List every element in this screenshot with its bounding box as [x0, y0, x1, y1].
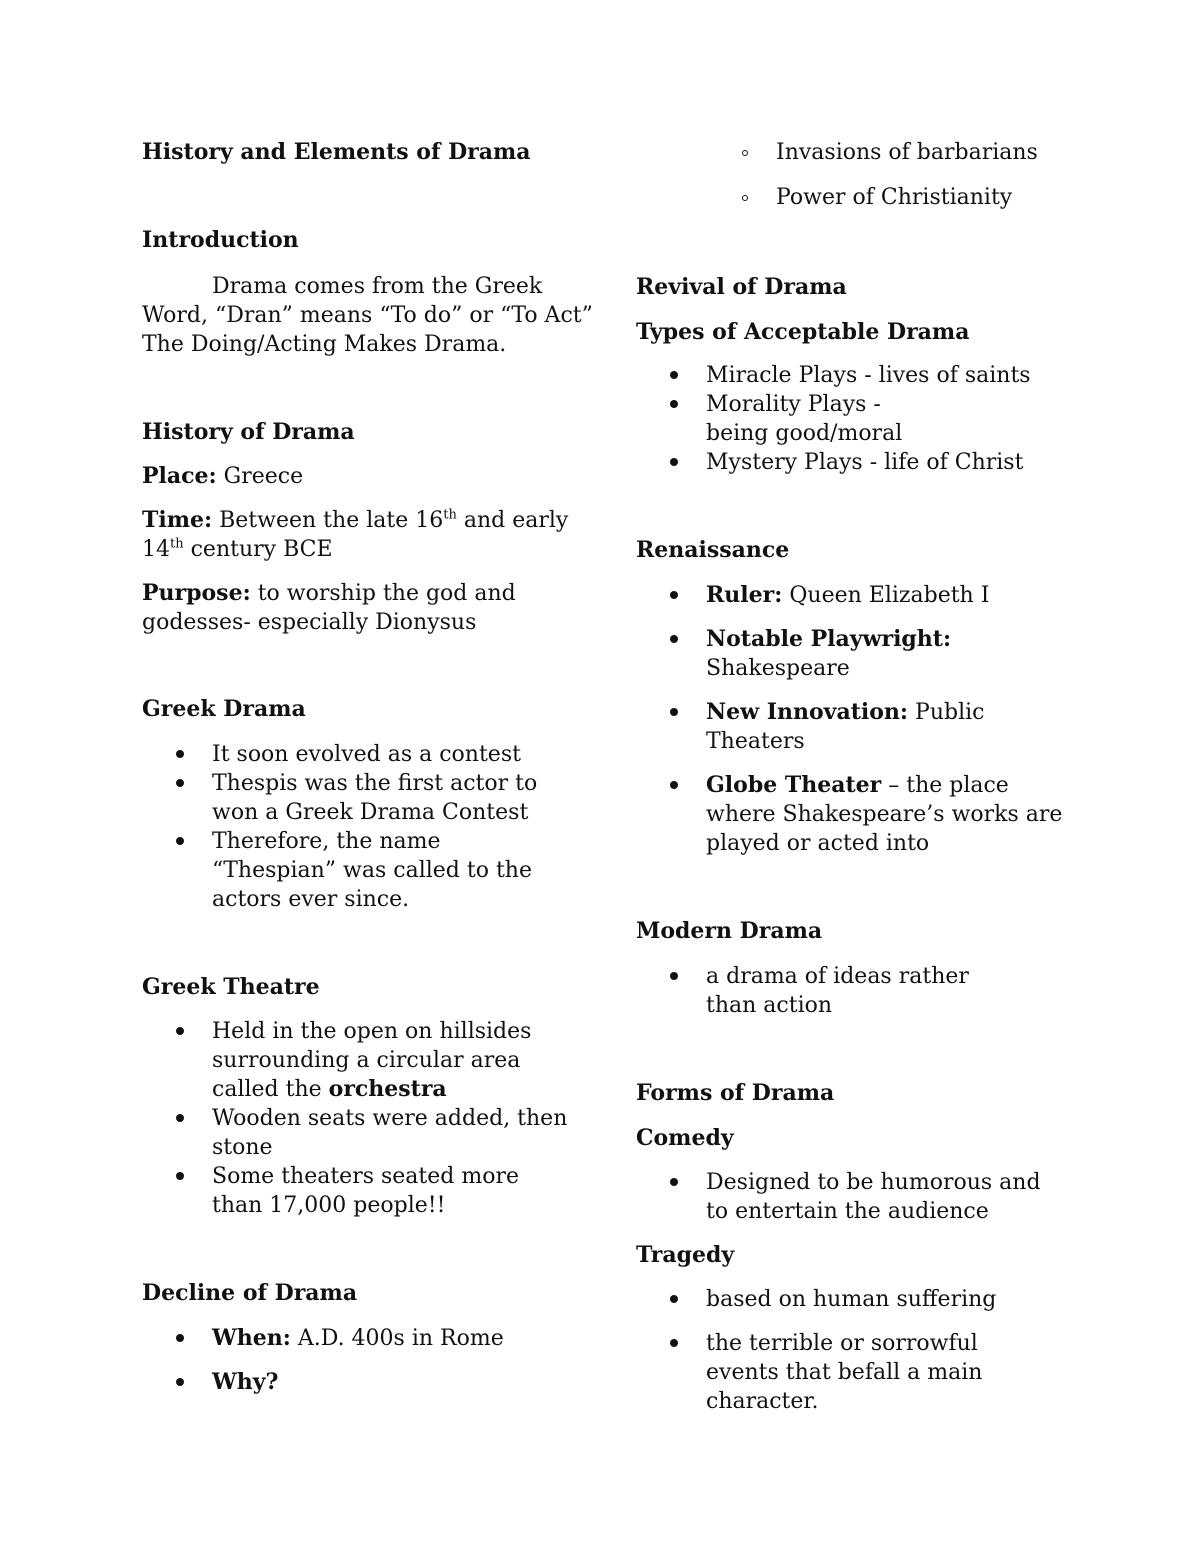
list-item: Thespis was the first actor to won a Greek Drama Contest	[142, 769, 572, 827]
introduction-heading: Introduction	[142, 227, 299, 253]
list-item: Some theaters seated more than 17,000 people!!	[142, 1162, 572, 1220]
list-item: Invasions of barbarians	[636, 138, 1066, 167]
renaissance-heading: Renaissance	[636, 537, 790, 563]
playwright-value: Shakespeare	[706, 656, 850, 681]
theatre-item-1-text: Held in the open on hillsides surrounding a circular area called the	[212, 1019, 532, 1102]
acceptable-drama-list	[636, 361, 1066, 477]
list-item: Wooden seats were added, then stone	[142, 1104, 572, 1162]
document-title: History and Elements of Drama	[142, 139, 531, 165]
greek-drama-heading: Greek Drama	[142, 696, 306, 722]
right-column	[636, 138, 1066, 1416]
greek-theatre-list	[142, 1017, 572, 1220]
greek-drama-list	[142, 740, 572, 914]
decline-list	[142, 1324, 572, 1397]
list-item: Morality Plays - being good/moral	[636, 390, 1066, 448]
list-item	[142, 1017, 572, 1104]
renaissance-list	[636, 581, 1066, 858]
left-column	[142, 138, 593, 1397]
purpose-line	[142, 579, 572, 637]
decline-reasons-list	[636, 138, 1066, 212]
time-text-a: Between the late 16	[219, 508, 444, 533]
list-item	[142, 1324, 572, 1353]
modern-heading: Modern Drama	[636, 918, 823, 944]
list-item: Mystery Plays - life of Christ	[636, 448, 1066, 477]
why-label: Why?	[212, 1369, 279, 1395]
introduction-line-3: The Doing/Acting Makes Drama.	[142, 332, 507, 357]
list-item	[636, 698, 1066, 756]
introduction-line-2: Word, “Dran” means “To do” or “To Act”	[142, 303, 593, 328]
purpose-value: to worship the god and godesses- especially Dionysus	[142, 581, 516, 635]
list-item	[142, 1368, 572, 1397]
list-item: based on human suffering	[636, 1285, 1066, 1314]
list-item: Power of Christianity	[636, 183, 1066, 212]
greek-theatre-heading: Greek Theatre	[142, 974, 320, 1000]
forms-heading: Forms of Drama	[636, 1080, 835, 1106]
globe-value: – the place where Shakespeare’s works are played or acted into	[706, 773, 1063, 856]
list-item: Therefore, the name “Thespian” was called to the actors ever since.	[142, 827, 572, 914]
list-item: Designed to be humorous and to entertain the audience	[636, 1168, 1066, 1226]
modern-list	[636, 962, 1066, 1020]
ruler-value: Queen Elizabeth I	[789, 583, 990, 608]
purpose-label: Purpose:	[142, 580, 251, 606]
list-item: a drama of ideas rather than action	[636, 962, 1066, 1020]
place-line	[142, 462, 572, 491]
time-text-b: and early	[463, 508, 569, 533]
innovation-label: New Innovation:	[706, 699, 909, 725]
when-value: A.D. 400s in Rome	[297, 1326, 504, 1351]
comedy-heading: Comedy	[636, 1125, 734, 1151]
time-line	[142, 506, 572, 564]
globe-label: Globe Theater	[706, 772, 882, 798]
comedy-list	[636, 1168, 1066, 1226]
tragedy-heading: Tragedy	[636, 1242, 735, 1268]
tragedy-list	[636, 1285, 1066, 1416]
time-superscript-2: th	[170, 536, 184, 552]
place-value: Greece	[223, 464, 304, 489]
list-item	[636, 625, 1066, 683]
introduction-line-1: Drama comes from the Greek	[212, 274, 543, 299]
time-label: Time:	[142, 507, 213, 533]
place-label: Place:	[142, 463, 217, 489]
ruler-label: Ruler:	[706, 582, 783, 608]
time-superscript-1: th	[443, 507, 457, 523]
when-label: When:	[212, 1325, 291, 1351]
theatre-item-1-bold: orchestra	[328, 1076, 447, 1102]
acceptable-drama-heading: Types of Acceptable Drama	[636, 319, 970, 345]
innovation-value: Public Theaters	[706, 700, 985, 754]
time-text-d: century BCE	[190, 537, 333, 562]
list-item: Miracle Plays - lives of saints	[636, 361, 1066, 390]
list-item: It soon evolved as a contest	[142, 740, 572, 769]
revival-heading: Revival of Drama	[636, 274, 847, 300]
list-item	[636, 581, 1066, 610]
playwright-label: Notable Playwright:	[706, 626, 952, 652]
list-item	[636, 771, 1066, 858]
history-heading: History of Drama	[142, 419, 355, 445]
time-text-c: 14	[142, 537, 170, 562]
list-item: the terrible or sorrowful events that befall a main character.	[636, 1329, 1066, 1416]
decline-heading: Decline of Drama	[142, 1280, 358, 1306]
